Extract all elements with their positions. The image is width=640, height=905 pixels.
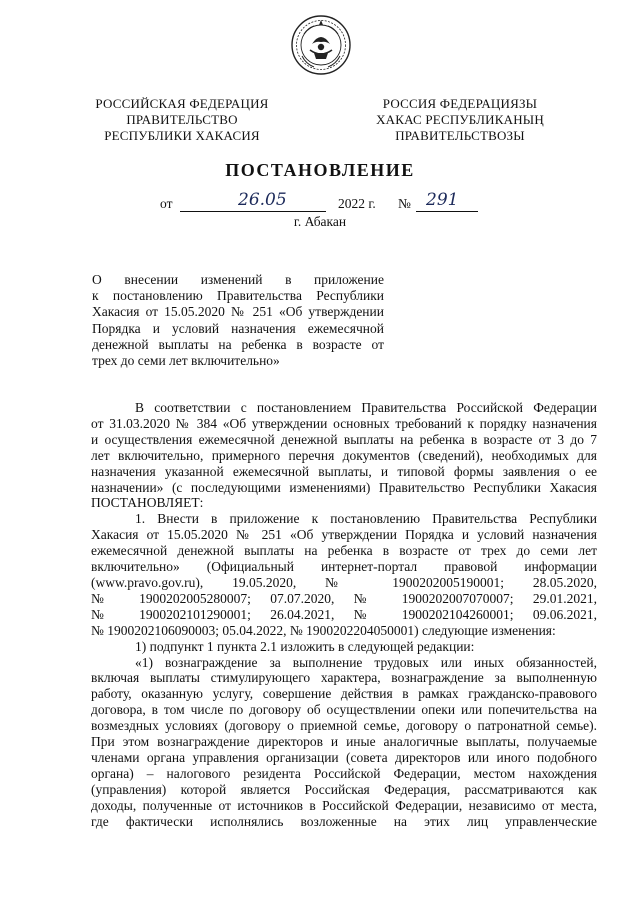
header-right-line: РОССИЯ ФЕДЕРАЦИЯЗЫ	[382, 96, 538, 111]
number-label: №	[398, 196, 411, 211]
body-line: 1) подпункт 1 пункта 2.1 изложить в следующей редакции:	[135, 638, 475, 654]
body-line: (www.pravo.gov.ru), 19.05.2020, № 1900202005190001; 28.05.2020,	[91, 574, 597, 590]
body-line: членами органа управления организации (совета директоров или иного подобного	[91, 749, 597, 765]
body-line: доходы, полученные от источников в Российской Федерации, независимо от места,	[91, 797, 597, 813]
date-handwritten: 26.05	[238, 190, 287, 210]
date-underline	[180, 211, 326, 212]
number-handwritten: 291	[426, 190, 459, 210]
subject-line: Порядка и условий назначения ежемесячной	[92, 320, 384, 336]
body-line: от 31.03.2020 № 384 «Об утверждении основных требований к порядку назначения	[91, 415, 597, 431]
coat-of-arms-emblem-icon	[290, 14, 352, 76]
header-left-line: ПРАВИТЕЛЬСТВО	[126, 112, 238, 127]
body-line: лет включительно, примерного перечня документов (сведений), необходимых для	[91, 447, 597, 463]
date-from-label: от	[160, 196, 173, 211]
year-label: 2022 г.	[338, 196, 376, 211]
body-line: возмездных условиях (договору о приемной семье, договору о патронатной семье).	[91, 718, 597, 734]
subject-line: денежной выплаты на ребенка в возрасте от	[92, 336, 384, 352]
body-line: договора, в том числе по договору об осуществлении опеки или попечительства на	[91, 702, 597, 718]
subject-line: трех до семи лет включительно»	[92, 353, 280, 369]
body-line: работу, оказанную услугу, совершение действия в рамках гражданско-правового	[91, 686, 597, 702]
number-underline	[416, 211, 478, 212]
body-line: назначении» (с последующими изменениями) Правительство Республики Хакасия	[91, 479, 597, 495]
header-left-block	[84, 96, 280, 144]
body-line: включительно» (Официальный интернет-портал правовой информации	[91, 559, 597, 575]
body-text	[91, 400, 597, 829]
body-line: В соответствии с постановлением Правительства Российской Федерации	[135, 400, 597, 415]
body-line: «1) вознаграждение за выполнение трудовых или иных обязанностей,	[135, 654, 597, 670]
body-line: (управления) которой является Российская Федерация, рассматриваются как	[91, 781, 597, 797]
body-line: № 1900202005280007; 07.07.2020, № 1900202007070007; 29.01.2021,	[91, 590, 597, 606]
body-line: ежемесячной денежной выплаты на ребенка в возрасте от трех до семи лет	[91, 543, 597, 559]
body-line: назначения указанной ежемесячной выплаты, и типовой формы заявления о ее	[91, 463, 597, 479]
date-number-line	[160, 190, 520, 216]
body-line: ПОСТАНОВЛЯЕТ:	[91, 495, 204, 511]
subject-line: к постановлению Правительства Республики	[92, 288, 384, 304]
header-left-line: РЕСПУБЛИКИ ХАКАСИЯ	[104, 128, 260, 143]
body-line: № 1900202101290001; 26.04.2021, № 1900202104260001; 09.06.2021,	[91, 606, 597, 622]
body-line: и осуществления ежемесячной денежной выплаты на ребенка в возрасте от 3 до 7	[91, 431, 597, 447]
body-line: 1. Внести в приложение к постановлению Правительства Республики	[135, 511, 597, 527]
body-line: Хакасия от 15.05.2020 № 251 «Об утверждении Порядка и условий назначения	[91, 527, 597, 543]
body-line: При этом вознаграждение директоров и иные аналогичные выплаты, получаемые	[91, 734, 597, 750]
body-line: органа) – налогового резидента Российской Федерации, местом нахождения	[91, 765, 597, 781]
subject-block	[92, 272, 384, 369]
header-left-line: РОССИЙСКАЯ ФЕДЕРАЦИЯ	[95, 96, 269, 111]
header-right-line: ХАКАС РЕСПУБЛИКАНЫҢ	[376, 112, 544, 127]
body-line: № 1900202106090003; 05.04.2022, № 1900202204050001) следующие изменения:	[91, 622, 556, 638]
header-right-block	[362, 96, 558, 144]
subject-line: О внесении изменений в приложение	[92, 272, 384, 287]
body-line: где фактически исполнялись возложенные на этих лиц управленческие	[91, 813, 597, 829]
subject-line: Хакасия от 15.05.2020 № 251 «Об утверждении	[92, 304, 384, 320]
body-line: включая выплаты стимулирующего характера, вознаграждение за выполненную	[91, 670, 597, 686]
document-title: ПОСТАНОВЛЕНИЕ	[225, 160, 415, 180]
header-right-line: ПРАВИТЕЛЬСТВОЗЫ	[395, 128, 525, 143]
city-name: г. Абакан	[293, 214, 347, 229]
